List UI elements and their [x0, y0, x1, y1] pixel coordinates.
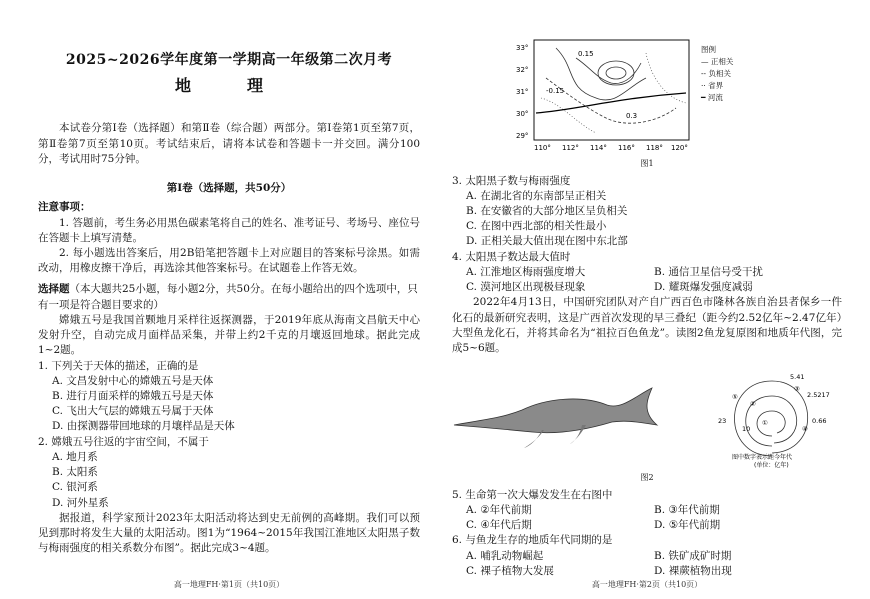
lat-tick-3: 31°: [516, 88, 529, 96]
figure-2-caption: 图2: [640, 473, 654, 483]
q6-options-row-2: [466, 564, 842, 579]
lat-tick-2: 32°: [516, 66, 529, 74]
figure-2: [452, 360, 842, 470]
contour-label-1: 0.15: [578, 50, 594, 58]
lon-tick-6: 120°: [671, 144, 688, 152]
lat-tick-1: 33°: [516, 44, 529, 52]
lon-tick-3: 114°: [590, 144, 607, 152]
right-page: [452, 0, 842, 599]
footer-right: 高一地理FH·第2页（共10页）: [591, 580, 703, 590]
q5-options-row-1: [466, 503, 842, 518]
choice-instructions: [38, 282, 420, 312]
legend-item-border: ·· 省界: [701, 81, 724, 90]
figure-1-map: [516, 38, 842, 156]
q3-option-d: D. 正相关最大值出现在图中东北部: [466, 235, 628, 248]
q1-option-b: B. 进行月面采样的嫦娥五号是天体: [52, 389, 214, 402]
question-5-stem: 5. 生命第一次大爆发发生在右图中: [452, 488, 613, 501]
q3-option-b: B. 在安徽省的大部分地区呈负相关: [466, 205, 628, 218]
contour-label-2: -0.15: [546, 87, 565, 95]
passage-2: 据报道，科学家预计2023年太阳活动将达到史无前例的高峰期。我们可以预见到那时将发生大量的太阳活动。图1为“1964~2015年我国江淮地区太阳黑子数与梅雨强度的相关系数分布图”。据此完成3~4题。: [38, 511, 420, 555]
q6-options-row-1: [466, 549, 842, 564]
spiral-mark-2: ②: [750, 400, 756, 409]
lon-tick-1: 110°: [534, 144, 551, 152]
question-6-stem: 6. 与鱼龙生存的地质年代同期的是: [452, 534, 613, 547]
spiral-number-5: 10: [742, 425, 751, 434]
spiral-note-2: (单位：亿年): [754, 462, 789, 470]
ichthyosaur-illustration: [452, 380, 667, 450]
question-4-stem: 4. 太阳黑子数达最大值时: [452, 250, 571, 263]
q6-option-c: C. 裸子植物大发展: [466, 564, 554, 577]
q4-options-row-2: [466, 280, 842, 295]
q2-option-c: C. 银河系: [52, 481, 98, 494]
q6-option-b: B. 铁矿成矿时期: [654, 549, 732, 562]
q3-option-a: A. 在湖北省的东南部呈正相关: [466, 189, 607, 202]
contour-map: [516, 38, 696, 156]
spiral-number-1: 5.41: [790, 373, 805, 382]
lon-tick-4: 116°: [618, 144, 635, 152]
q1-option-a: A. 文昌发射中心的嫦娥五号是天体: [52, 374, 214, 387]
question-1-stem: 1. 下列关于天体的描述，正确的是: [38, 359, 199, 372]
q2-option-d: D. 河外星系: [52, 496, 109, 509]
spiral-number-4: 23: [718, 417, 727, 426]
spiral-note-1: 图中数字表示距今年代: [732, 454, 793, 462]
lat-tick-4: 30°: [516, 110, 529, 118]
legend-title: 图例: [701, 45, 716, 54]
legend-item-river: ━ 河流: [701, 93, 723, 102]
q4-option-a: A. 江淮地区梅雨强度增大: [466, 265, 586, 278]
passage-1: 嫦娥五号是我国首颗地月采样往返探测器，于2019年底从海南文昌航天中心发射升空，自动完成月面样品采集，并带上约2千克的月壤返回地球。据此完成1~2题。: [38, 313, 420, 357]
note-2: 2. 每小题选出答案后，用2B铅笔把答题卡上对应题目的答案标号涂黑。如需改动，用橡皮擦干净后，再选涂其他答案标号。在试题卷上作答无效。: [38, 247, 420, 275]
q5-options-row-2: [466, 518, 842, 533]
lat-tick-5: 29°: [516, 132, 529, 140]
question-2-stem: 2. 嫦娥五号往返的宇宙空间，不属于: [38, 435, 209, 448]
spiral-number-2: 2.5217: [807, 391, 830, 400]
q6-option-a: A. 哺乳动物崛起: [466, 549, 544, 562]
subject-title: 地 理: [174, 76, 283, 96]
q4-option-b: B. 通信卫星信号受干扰: [654, 265, 763, 278]
legend-item-negative: -- 负相关: [701, 69, 731, 78]
q1-option-c: C. 飞出大气层的嫦娥五号属于天体: [52, 405, 214, 418]
spiral-number-3: 0.66: [812, 417, 827, 426]
lon-tick-2: 112°: [562, 144, 579, 152]
figure-1-caption: 图1: [640, 159, 654, 168]
q1-option-d: D. 由探测器带回地球的月壤样品是天体: [52, 420, 235, 433]
q5-option-a: A. ②年代前期: [466, 504, 532, 517]
q4-options-row-1: [466, 265, 842, 280]
geologic-time-spiral: [712, 361, 842, 469]
lon-tick-5: 118°: [646, 144, 663, 152]
q5-option-d: D. ⑤年代前期: [654, 519, 721, 532]
q3-option-c: C. 在图中西北部的相关性最小: [466, 220, 607, 233]
spiral-mark-4: ④: [802, 425, 808, 434]
question-3-stem: 3. 太阳黑子数与梅雨强度: [452, 174, 571, 187]
map-legend: [701, 44, 733, 104]
q5-option-c: C. ④年代后期: [466, 519, 532, 532]
q5-option-b: B. ③年代前期: [654, 504, 720, 517]
choice-desc: （本大题共25小题，每小题2分，共50分。在每小题给出的四个选项中，只有一项是符合题目要求的）: [38, 283, 418, 311]
legend-item-positive: — 正相关: [701, 57, 734, 66]
choice-heading: 选择题: [38, 283, 70, 296]
note-1: 1. 答题前，考生务必用黑色碳素笔将自己的姓名、准考证号、考场号、座位号在答题卡上填写清楚。: [38, 216, 420, 244]
exam-intro: 本试卷分第Ⅰ卷（选择题）和第Ⅱ卷（综合题）两部分。第Ⅰ卷第1页至第7页，第Ⅱ卷第7页至第10页。考试结束后，请将本试卷和答题卡一并交回。满分100分，考试用时75分钟。: [38, 122, 420, 165]
q2-option-b: B. 太阳系: [52, 466, 98, 479]
footer-left: 高一地理FH·第1页（共10页）: [173, 580, 285, 590]
spiral-mark-5: ⑤: [732, 393, 738, 402]
section1-heading: 第Ⅰ卷（选择题，共50分）: [166, 182, 292, 195]
notes-title: 注意事项：: [38, 201, 91, 214]
q4-option-d: D. 耀斑爆发强度减弱: [654, 281, 753, 294]
passage-3: 2022年4月13日，中国研究团队对产自广西百色市隆林各族自治县者保乡一件化石的最新研究表明，这是广西首次发现的早三叠纪（距今约2.52亿年~2.47亿年）大型鱼龙化石，并将其命名为“祖拉百色鱼龙”。读图2鱼龙复原图和地质年代图，完成5~6题。: [452, 296, 842, 354]
q4-option-c: C. 漠河地区出现极昼现象: [466, 281, 586, 294]
left-page: [38, 0, 420, 599]
spiral-mark-3: ③: [794, 385, 800, 394]
exam-title: 2025~2026学年度第一学期高一年级第二次月考: [65, 52, 393, 68]
q2-option-a: A. 地月系: [52, 450, 98, 463]
q6-option-d: D. 裸蕨植物出现: [654, 564, 732, 577]
spiral-mark-1: ①: [762, 419, 768, 428]
contour-label-3: 0.3: [626, 112, 638, 120]
